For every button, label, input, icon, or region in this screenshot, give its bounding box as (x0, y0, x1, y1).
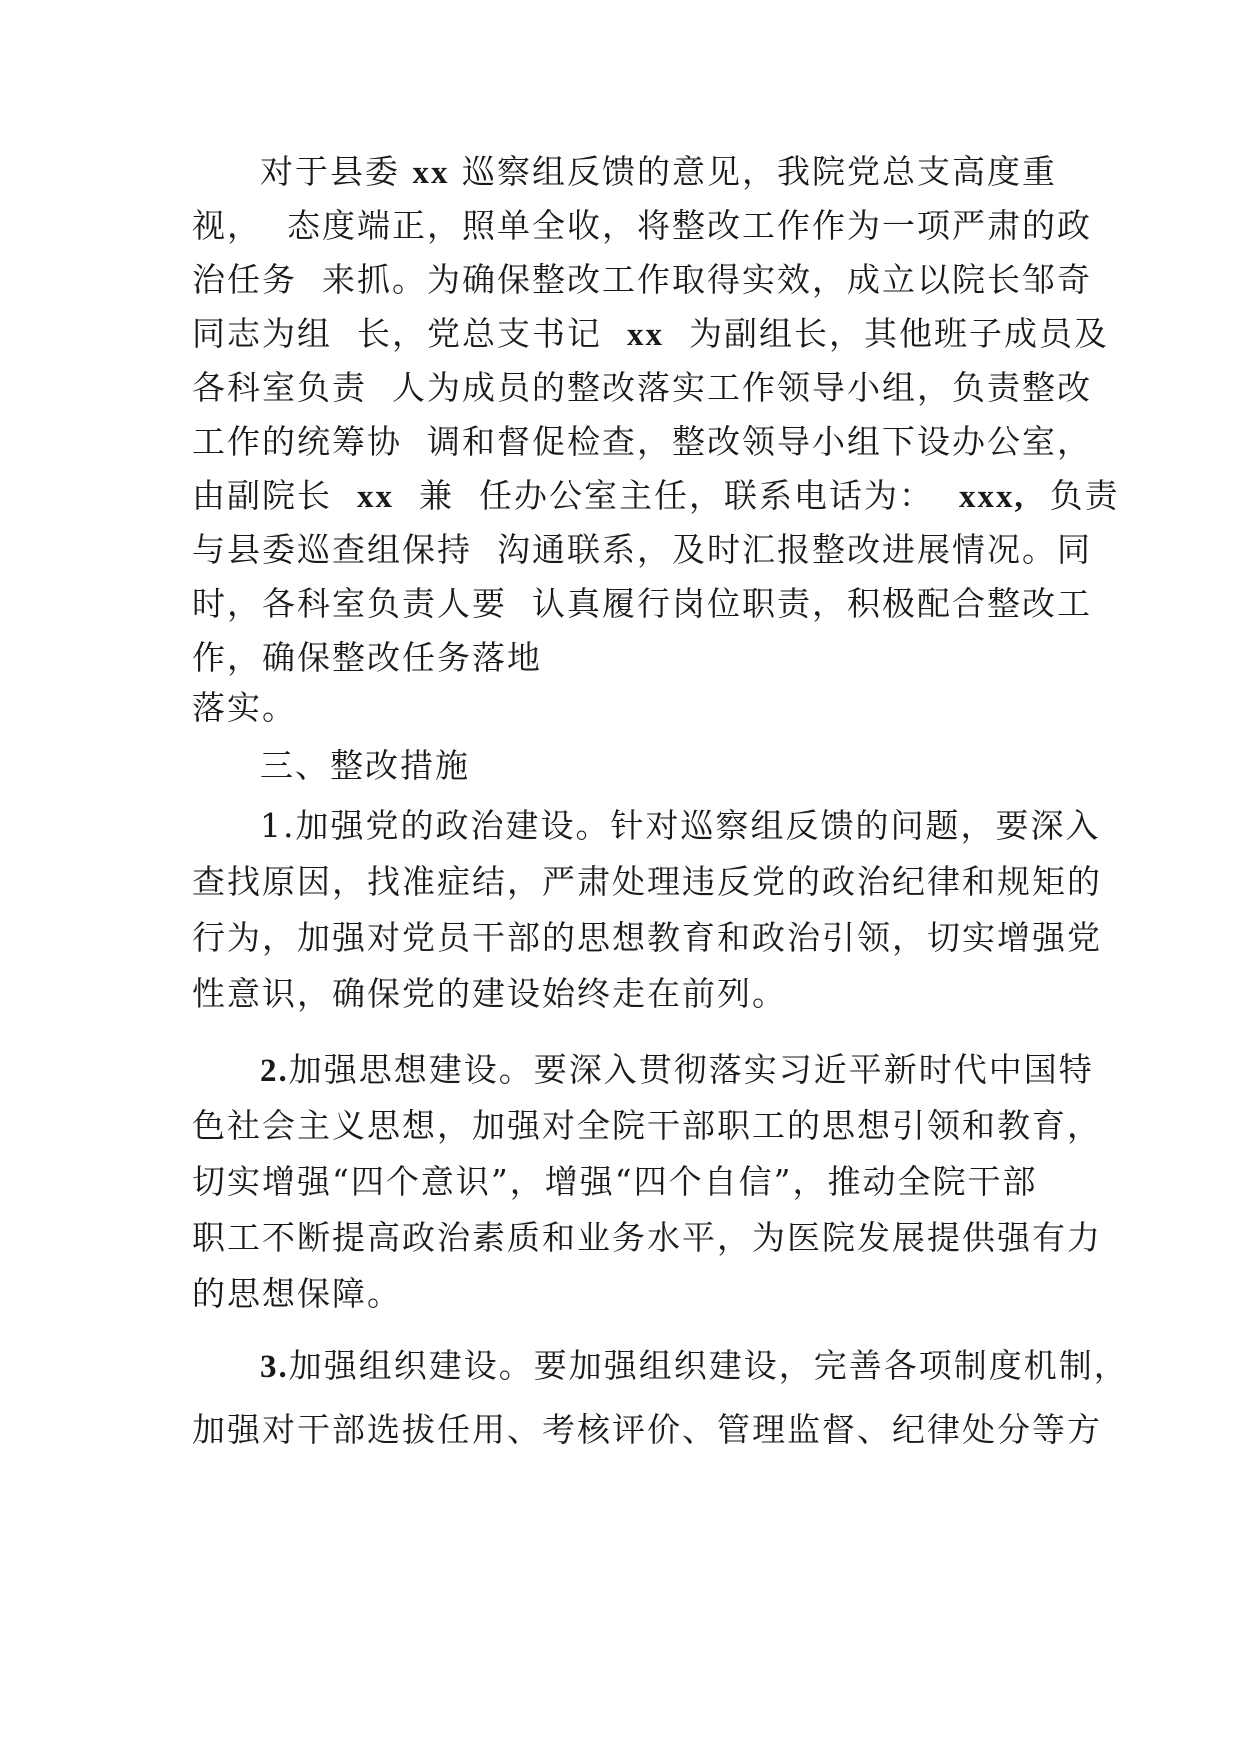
measure-line: 色社会主义思想，加强对全院干部职工的思想引领和教育， (192, 1106, 1102, 1145)
measure-line: 3.加强组织建设。要加强组织建设，完善各项制度机制， (260, 1346, 1129, 1385)
paragraph-line: 各科室负责 人为成员的整改落实工作领导小组，负责整改 (192, 368, 1092, 407)
measure-line: 性意识，确保党的建设始终走在前列。 (192, 974, 787, 1013)
section-heading: 三、整改措施 (260, 746, 470, 785)
measure-line: 2.加强思想建设。要深入贯彻落实习近平新时代中国特 (260, 1050, 1094, 1089)
paragraph-line: 时，各科室负责人要 认真履行岗位职责，积极配合整改工 (192, 584, 1092, 623)
measure-line: 1.加强党的政治建设。针对巡察组反馈的问题，要深入 (260, 806, 1101, 845)
paragraph-line: 视， 态度端正，照单全收，将整改工作作为一项严肃的政 (192, 206, 1092, 245)
paragraph-line: 治任务 来抓。为确保整改工作取得实效，成立以院长邹奇 (192, 260, 1092, 299)
measure-line: 行为，加强对党员干部的思想教育和政治引领，切实增强党 (192, 918, 1102, 957)
paragraph-line: 工作的统筹协 调和督促检查，整改领导小组下设办公室， (192, 422, 1092, 461)
paragraph-line: 由副院长 xx 兼 任办公室主任，联系电话为： xxx, 负责 (192, 476, 1120, 515)
measure-line: 加强对干部选拔任用、考核评价、管理监督、纪律处分等方 (192, 1410, 1102, 1449)
paragraph-line: 作，确保整改任务落地 (192, 638, 542, 677)
paragraph-line: 同志为组 长，党总支书记 xx 为副组长，其他班子成员及 (192, 314, 1109, 353)
measure-line: 的思想保障。 (192, 1274, 402, 1313)
paragraph-line: 对于县委 xx 巡察组反馈的意见，我院党总支高度重 (260, 152, 1057, 191)
paragraph-line: 与县委巡查组保持 沟通联系，及时汇报整改进展情况。同 (192, 530, 1092, 569)
measure-line: 查找原因，找准症结，严肃处理违反党的政治纪律和规矩的 (192, 862, 1102, 901)
measure-line: 切实增强“四个意识”，增强“四个自信”，推动全院干部 (192, 1162, 1038, 1201)
measure-line: 职工不断提高政治素质和业务水平，为医院发展提供强有力 (192, 1218, 1102, 1257)
paragraph-line: 落实。 (192, 688, 297, 727)
